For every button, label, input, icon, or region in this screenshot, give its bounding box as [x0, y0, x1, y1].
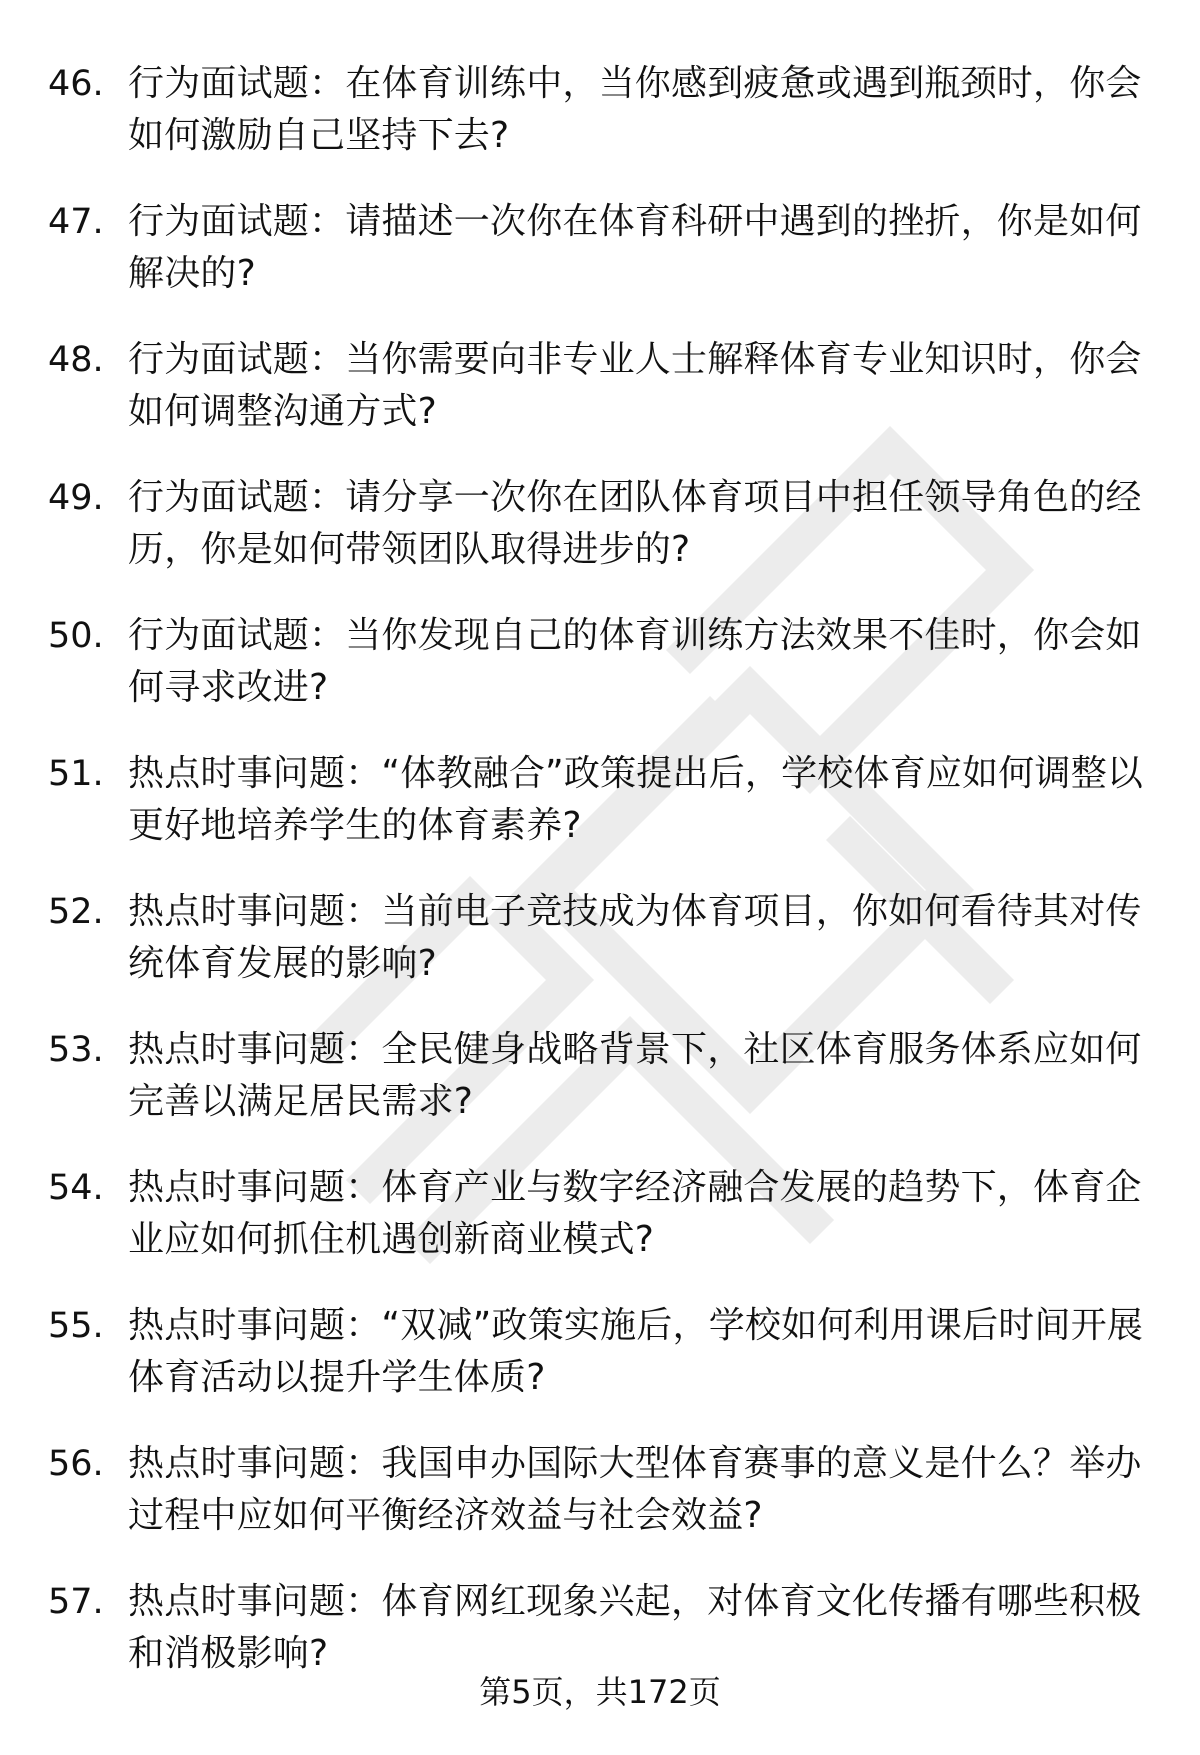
list-item: [48, 472, 1158, 610]
list-item: [48, 1300, 1158, 1438]
item-text: 行为面试题：当你发现自己的体育训练方法效果不佳时，你会如何寻求改进?: [128, 615, 1142, 708]
list-item: [48, 748, 1158, 886]
item-text: 行为面试题：当你需要向非专业人士解释体育专业知识时，你会如何调整沟通方式?: [128, 339, 1142, 432]
item-number: 52.: [48, 892, 104, 932]
list-item: [48, 1438, 1158, 1576]
item-text: 行为面试题：请分享一次你在团队体育项目中担任领导角色的经历，你是如何带领团队取得进步的?: [128, 477, 1142, 570]
list-item: [48, 610, 1158, 748]
item-number: 49.: [48, 478, 104, 518]
item-number: 47.: [48, 202, 104, 242]
list-item: [48, 1024, 1158, 1162]
list-item: [48, 334, 1158, 472]
item-number: 56.: [48, 1444, 104, 1484]
item-text: 热点时事问题：体育网红现象兴起，对体育文化传播有哪些积极和消极影响?: [128, 1581, 1142, 1674]
item-text: 热点时事问题：当前电子竞技成为体育项目，你如何看待其对传统体育发展的影响?: [128, 891, 1142, 984]
item-number: 54.: [48, 1168, 104, 1208]
list-item: [48, 58, 1158, 196]
list-item: [48, 196, 1158, 334]
item-number: 46.: [48, 64, 104, 104]
question-list: [48, 58, 1158, 1714]
item-text: 热点时事问题：“体教融合”政策提出后，学校体育应如何调整以更好地培养学生的体育素养?: [128, 753, 1144, 846]
item-number: 50.: [48, 616, 104, 656]
item-text: 热点时事问题：我国申办国际大型体育赛事的意义是什么？举办过程中应如何平衡经济效益与社会效益?: [128, 1443, 1142, 1536]
item-text: 热点时事问题：体育产业与数字经济融合发展的趋势下，体育企业应如何抓住机遇创新商业模式?: [128, 1167, 1142, 1260]
item-text: 行为面试题：在体育训练中，当你感到疲惫或遇到瓶颈时，你会如何激励自己坚持下去?: [128, 63, 1142, 156]
item-number: 51.: [48, 754, 104, 794]
item-number: 55.: [48, 1306, 104, 1346]
page-footer: 第5页，共172页: [479, 1673, 721, 1711]
item-text: 行为面试题：请描述一次你在体育科研中遇到的挫折，你是如何解决的?: [128, 201, 1142, 294]
item-number: 48.: [48, 340, 104, 380]
item-text: 热点时事问题：“双减”政策实施后，学校如何利用课后时间开展体育活动以提升学生体质?: [128, 1305, 1144, 1398]
item-number: 53.: [48, 1030, 104, 1070]
list-item: [48, 1162, 1158, 1300]
item-number: 57.: [48, 1582, 104, 1622]
item-text: 热点时事问题：全民健身战略背景下，社区体育服务体系应如何完善以满足居民需求?: [128, 1029, 1142, 1122]
list-item: [48, 886, 1158, 1024]
